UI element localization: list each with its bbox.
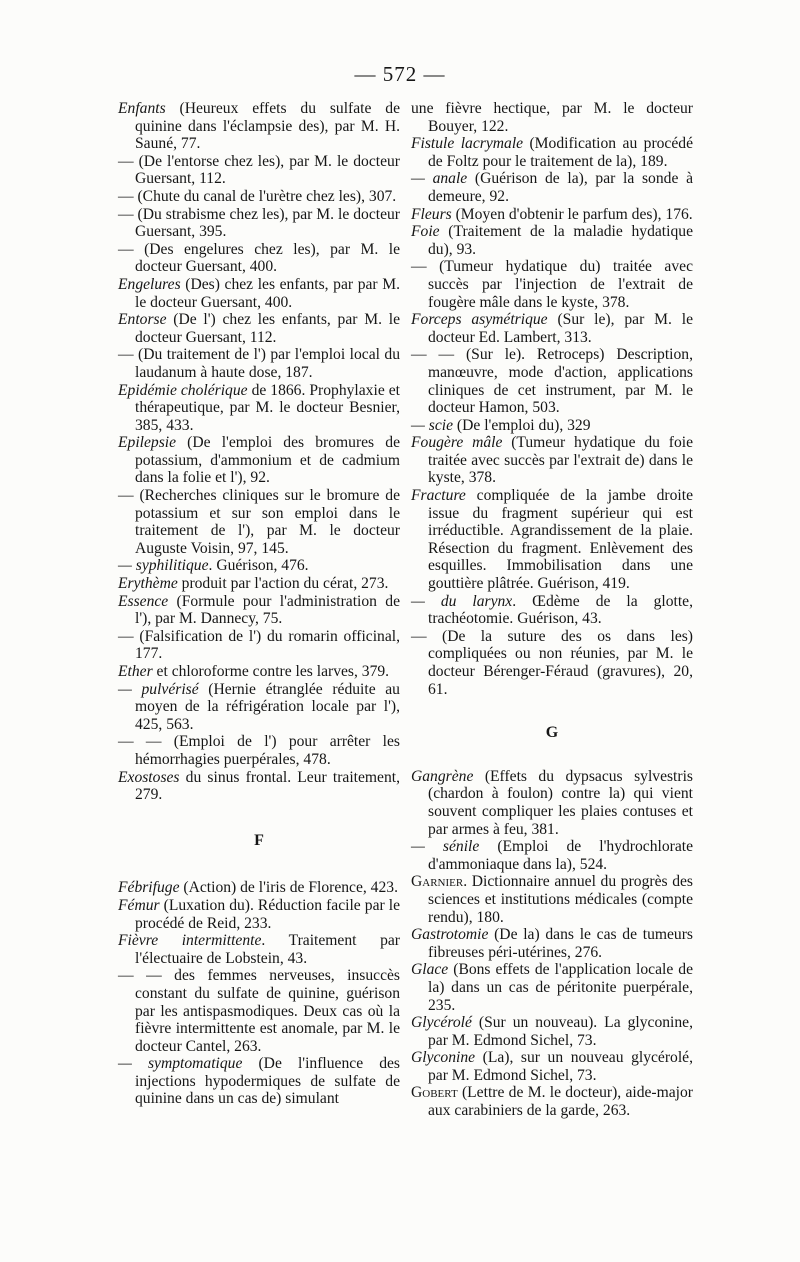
index-entry bbox=[118, 932, 400, 967]
index-entry bbox=[118, 897, 400, 932]
index-entry bbox=[118, 967, 400, 1055]
index-term: Ether bbox=[118, 663, 153, 680]
index-term: — sénile bbox=[411, 838, 480, 856]
index-entry-text: (Hernie étranglée réduite au moyen de la réfrigération locale par l'), 425, 563. bbox=[135, 680, 400, 733]
index-term: — scie bbox=[411, 416, 454, 434]
index-term: Entorse bbox=[118, 311, 167, 329]
index-entry-text: (Guérison de la), par la sonde à demeure, 92. bbox=[428, 170, 693, 205]
index-term: Fougère mâle bbox=[411, 434, 503, 452]
index-entry bbox=[118, 434, 400, 487]
index-entry-text: . Traitement par l'électuaire de Lobstein, 43. bbox=[135, 932, 400, 967]
index-entry bbox=[411, 417, 693, 435]
index-entry bbox=[118, 276, 400, 311]
index-term: Epilepsie bbox=[118, 434, 177, 452]
index-entry-text: — (Du traitement de l') par l'emploi local du laudanum à haute dose, 187. bbox=[118, 346, 400, 381]
index-term: Essence bbox=[118, 592, 169, 610]
index-term: Fièvre intermittente bbox=[118, 932, 262, 950]
index-entry bbox=[118, 311, 400, 346]
index-entry bbox=[411, 223, 693, 258]
index-entry bbox=[118, 593, 400, 628]
index-entry bbox=[411, 346, 693, 416]
index-term: — symptomatique bbox=[118, 1055, 243, 1073]
index-term: Gastrotomie bbox=[411, 926, 489, 944]
index-entry bbox=[411, 206, 693, 224]
section-heading-f: F bbox=[254, 831, 264, 849]
index-term: — pulvérisé bbox=[118, 680, 199, 698]
index-entry bbox=[411, 311, 693, 346]
index-entry-text: (Sur le), par M. le docteur Ed. Lambert, 313. bbox=[428, 311, 693, 346]
index-entry bbox=[118, 879, 400, 897]
index-entry-text: — — des femmes nerveuses, insuccès constant du sulfate de quinine, guérison par les antispasmodiques. Deux cas où la fièvre intermittente est anomale, par M. le docteur Cantel, 263. bbox=[118, 967, 400, 1055]
index-entry-text: (De la) dans le cas de tumeurs fibreuses péri-utérines, 276. bbox=[428, 926, 693, 961]
index-entry bbox=[118, 188, 400, 206]
index-entry-text: (Luxation du). Réduction facile par le procédé de Reid, 233. bbox=[135, 896, 400, 932]
index-entry-text: — — (Sur le). Retroceps) Description, manœuvre, mode d'action, applications cliniques de cet instrument, par M. le docteur Hamon, 503. bbox=[411, 346, 693, 417]
index-entry bbox=[411, 926, 693, 961]
index-entry bbox=[411, 873, 693, 926]
index-entry-text: (Sur un nouveau). La glyconine, par M. Edmond Sichel, 73. bbox=[428, 1014, 693, 1049]
index-entry-text: (De l'influence des injections hypodermiques de sulfate de quinine dans un cas de) simulant bbox=[135, 1055, 400, 1108]
index-term: Fébrifuge bbox=[118, 879, 180, 897]
index-entry-text: (Heureux effets du sulfate de quinine dans l'éclampsie des), par M. H. Sauné, 77. bbox=[135, 100, 400, 153]
index-entry-text: (Tumeur hydatique du foie traitée avec succès par l'extrait de) dans le kyste, 378. bbox=[428, 434, 693, 487]
index-term: Fracture bbox=[411, 487, 466, 505]
index-entry bbox=[411, 1014, 693, 1049]
index-entry-text: produit par l'action du cérat, 273. bbox=[177, 575, 389, 593]
index-term: Fleurs bbox=[411, 205, 452, 223]
page-number: — 572 — bbox=[354, 62, 446, 86]
index-term: Erythème bbox=[118, 575, 178, 593]
section-heading-g: G bbox=[545, 724, 559, 742]
index-entry bbox=[118, 206, 400, 241]
index-term: Fistule lacrymale bbox=[411, 135, 524, 153]
index-entry bbox=[411, 170, 693, 205]
index-entry-text: compliquée de la jambe droite issue du fragment supérieur qui est irréductible. Agrandissement de la plaie. Résection du fragment. Enlèvement des esquilles. Immobilisation dans une gouttière plâtrée. Guérison, 419. bbox=[428, 487, 693, 593]
index-entry-text: . Œdème de la glotte, trachéotomie. Guérison, 43. bbox=[428, 592, 694, 628]
index-entry-text: (Lettre de M. le docteur), aide-major aux carabiniers de la garde, 263. bbox=[428, 1084, 693, 1120]
index-entry-text: (Formule pour l'administration de l'), par M. Dannecy, 75. bbox=[135, 592, 400, 628]
index-entry bbox=[118, 628, 400, 663]
index-entry bbox=[118, 663, 400, 681]
index-term: Glace bbox=[411, 961, 449, 979]
index-entry bbox=[411, 768, 693, 838]
left-column bbox=[118, 100, 400, 1108]
index-entry-text: — (Du strabisme chez les), par M. le docteur Guersant, 395. bbox=[118, 205, 400, 241]
index-entry-text: (Bons effets de l'application locale de la) dans un cas de péritonite puerpérale, 235. bbox=[428, 961, 693, 1014]
index-entry bbox=[118, 487, 400, 557]
index-entry bbox=[411, 135, 693, 170]
index-entry bbox=[411, 258, 693, 311]
index-entry-text: — (Recherches cliniques sur le bromure de potassium et sur son emploi dans le traitement de l'), par M. le docteur Auguste Voisin, 97, 145. bbox=[118, 487, 400, 557]
index-entry-text: — (Tumeur hydatique du) traitée avec succès par l'injection de l'extrait de fougère mâle dans le kyste, 378. bbox=[411, 258, 693, 311]
index-entry-text: — (Chute du canal de l'urètre chez les), 307. bbox=[118, 187, 397, 205]
index-entry bbox=[118, 681, 400, 734]
index-entry-text: (Emploi de l'hydrochlorate d'ammoniaque dans la), 524. bbox=[428, 838, 693, 873]
index-entry bbox=[411, 487, 693, 593]
index-term: Engelures bbox=[118, 275, 181, 293]
index-term: Gobert bbox=[411, 1084, 458, 1102]
index-entry bbox=[118, 382, 400, 435]
index-entry bbox=[411, 100, 693, 135]
index-entry bbox=[411, 1049, 693, 1084]
index-entry-text: — (De l'entorse chez les), par M. le docteur Guersant, 112. bbox=[118, 152, 400, 188]
index-term: Epidémie cholérique bbox=[118, 381, 248, 399]
index-entry-text: — (Falsification de l') du romarin officinal, 177. bbox=[118, 627, 400, 663]
index-entry bbox=[118, 1055, 400, 1108]
index-entry-text: (De l'emploi des bromures de potassium, d'ammonium et de cadmium dans la folie et l'), 92. bbox=[135, 434, 400, 487]
index-entry bbox=[411, 434, 693, 487]
index-entry-text: (Modification au procédé de Foltz pour le traitement de la), 189. bbox=[428, 135, 693, 170]
index-term: Enfants bbox=[118, 100, 166, 117]
index-entry bbox=[411, 628, 693, 698]
index-entry-text: — (De la suture des os dans les) compliquées ou non réunies, par M. le docteur Bérenger-Féraud (gravures), 20, 61. bbox=[411, 627, 693, 698]
index-entry-text: du sinus frontal. Leur traitement, 279. bbox=[135, 768, 400, 804]
index-entries-f-continued bbox=[411, 100, 693, 698]
index-entry bbox=[118, 575, 400, 593]
index-entry bbox=[118, 153, 400, 188]
index-entry bbox=[411, 961, 693, 1014]
index-entry bbox=[118, 241, 400, 276]
index-entries-g bbox=[411, 768, 693, 1120]
index-entry-text: — (Des engelures chez les), par M. le docteur Guersant, 400. bbox=[118, 240, 400, 276]
index-entry-text: . Dictionnaire annuel du progrès des sciences et institutions médicales (compte rendu), 180. bbox=[428, 873, 693, 926]
index-entry bbox=[118, 557, 400, 575]
index-entry bbox=[118, 100, 400, 153]
index-entry-text: (De l') chez les enfants, par M. le docteur Guersant, 112. bbox=[135, 311, 400, 346]
index-entry-text: (Moyen d'obtenir le parfum des), 176. bbox=[451, 205, 693, 223]
index-entry-text: et chloroforme contre les larves, 379. bbox=[152, 663, 390, 680]
index-term: Foie bbox=[411, 223, 440, 241]
index-entry-text: — — (Emploi de l') pour arrêter les hémorrhagies puerpérales, 478. bbox=[118, 733, 400, 768]
index-term: Garnier bbox=[411, 873, 464, 891]
index-term: Exostoses bbox=[118, 768, 180, 786]
index-entry-text: (Action) de l'iris de Florence, 423. bbox=[179, 879, 398, 897]
index-term: Glycérolé bbox=[411, 1014, 472, 1032]
index-term: — syphilitique bbox=[118, 557, 209, 575]
index-entry bbox=[411, 593, 693, 628]
index-term: Forceps asymétrique bbox=[411, 311, 548, 329]
index-entry-text: (De l'emploi du), 329 bbox=[453, 416, 591, 434]
index-entry bbox=[118, 346, 400, 381]
right-column bbox=[411, 100, 693, 1120]
index-entry-text: (Effets du dypsacus sylvestris (chardon à foulon) contre la) qui vient souvent compliquer les plaies contuses et par armes à feu, 381. bbox=[428, 767, 693, 838]
index-entry bbox=[411, 838, 693, 873]
index-term: Gangrène bbox=[411, 767, 474, 785]
index-term: Glyconine bbox=[411, 1049, 476, 1067]
index-entry bbox=[118, 733, 400, 768]
index-entry-text: une fièvre hectique, par M. le docteur Bouyer, 122. bbox=[411, 100, 693, 135]
index-entries-e bbox=[118, 100, 400, 804]
index-entry-text: (Des) chez les enfants, par par M. le docteur Guersant, 400. bbox=[135, 275, 400, 311]
index-entry-text: . Guérison, 476. bbox=[208, 557, 309, 575]
index-entries-f bbox=[118, 879, 400, 1108]
index-term: — du larynx bbox=[411, 592, 513, 610]
index-entry-text: (La), sur un nouveau glycérolé, par M. Edmond Sichel, 73. bbox=[428, 1049, 693, 1084]
index-entry bbox=[118, 769, 400, 804]
index-term: — anale bbox=[411, 170, 468, 188]
index-term: Fémur bbox=[118, 896, 160, 914]
index-entry-text: (Traitement de la maladie hydatique du), 93. bbox=[428, 223, 693, 258]
index-entry-text: de 1866. Prophylaxie et thérapeutique, par M. le docteur Besnier, 385, 433. bbox=[135, 381, 400, 434]
index-entry bbox=[411, 1084, 693, 1119]
